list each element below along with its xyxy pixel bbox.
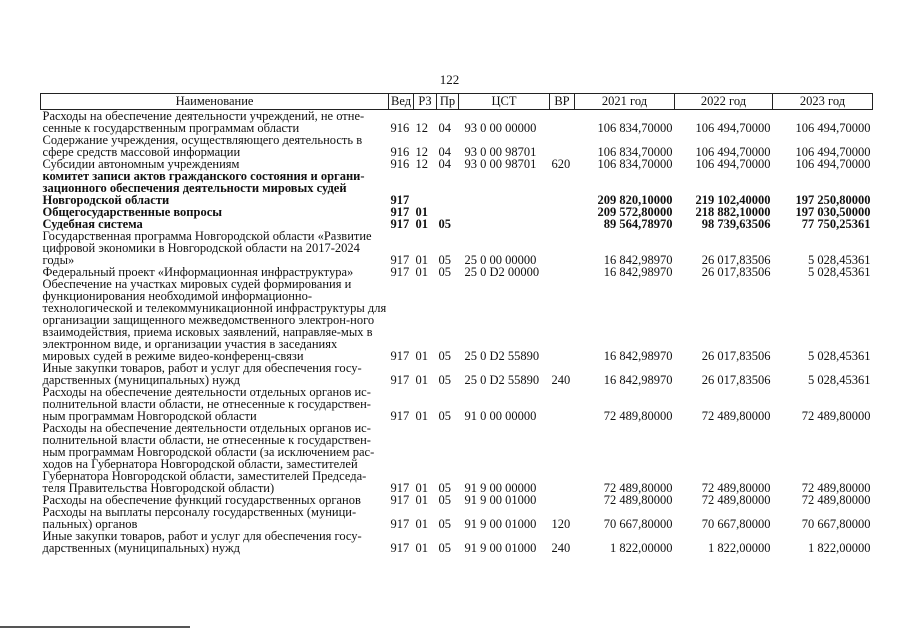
cell-ved: 917 — [390, 481, 410, 495]
cell-2021: 209 572,80000 — [597, 205, 673, 219]
cell-2023: 197 250,80000 — [795, 193, 871, 207]
cell-vr: 120 — [551, 517, 571, 531]
header-name: Наименование — [41, 94, 389, 110]
cell-pr: 05 — [438, 409, 451, 423]
cell-cst: 93 0 00 98701 — [464, 145, 537, 159]
cell-2023: 5 028,45361 — [808, 373, 871, 387]
cell-2022: 26 017,83506 — [701, 253, 771, 267]
table-row — [41, 110, 873, 135]
cell-cst: 91 9 00 01000 — [464, 493, 537, 507]
cell-name: Расходы на обеспечение деятельности отдельных органов ис-полнительной власти области, не отнесенные к государствен-ным программам Новгородской области — [42, 385, 371, 423]
cell-2023: 77 750,25361 — [801, 217, 871, 231]
header-rz: РЗ — [414, 94, 437, 110]
cell-2023: 5 028,45361 — [808, 253, 871, 267]
cell-rz: 01 — [415, 541, 428, 555]
header-2023: 2023 год — [773, 94, 873, 110]
cell-2022: 26 017,83506 — [701, 349, 771, 363]
cell-2021: 72 489,80000 — [603, 493, 673, 507]
cell-rz: 01 — [415, 265, 428, 279]
cell-2023: 72 489,80000 — [801, 493, 871, 507]
cell-ved: 916 — [390, 157, 410, 171]
cell-name: Обеспечение на участках мировых судей формирования и функционирования необходимой информационно-технологической и телекоммуникационной инфраструктуры для организации защищенного межведомственного электрон-ного взаимодействия, приема исковых заявлений, направляе-мых в электронном виде, и организации участия в заседаниях мировых судей в режиме видео-конференц-связи — [42, 277, 387, 363]
cell-vr: 240 — [551, 541, 571, 555]
cell-pr — [437, 170, 459, 206]
cell-vr — [550, 230, 575, 266]
cell-name: Федеральный проект «Информационная инфраструктура» — [42, 265, 354, 279]
cell-vr — [550, 266, 575, 278]
cell-2022: 1 822,00000 — [708, 541, 771, 555]
cell-rz: 01 — [415, 493, 428, 507]
cell-rz: 01 — [415, 349, 428, 363]
table-row — [41, 362, 873, 386]
cell-name: Иные закупки товаров, работ и услуг для обеспечения госу-дарственных (муниципальных) нужд — [42, 361, 362, 387]
cell-pr: 04 — [438, 145, 451, 159]
table-row — [41, 170, 873, 206]
cell-vr: 240 — [551, 373, 571, 387]
header-2022: 2022 год — [675, 94, 773, 110]
cell-2021: 1 822,00000 — [610, 541, 673, 555]
cell-ved: 916 — [390, 121, 410, 135]
cell-rz: 12 — [415, 145, 428, 159]
header-ved: Вед — [389, 94, 414, 110]
header-vr: ВР — [550, 94, 575, 110]
cell-vr — [550, 110, 575, 135]
cell-cst: 25 0 D2 55890 — [464, 349, 540, 363]
cell-2022: 106 494,70000 — [695, 121, 771, 135]
budget-table — [40, 93, 873, 554]
cell-2022: 72 489,80000 — [701, 409, 771, 423]
cell-2021: 209 820,10000 — [597, 193, 673, 207]
cell-pr: 05 — [438, 217, 451, 231]
cell-2021: 16 842,98970 — [603, 349, 673, 363]
header-pr: Пр — [437, 94, 459, 110]
table-row — [41, 422, 873, 494]
cell-2023: 1 822,00000 — [808, 541, 871, 555]
cell-rz: 01 — [415, 373, 428, 387]
cell-cst: 25 0 D2 55890 — [464, 373, 540, 387]
cell-cst: 25 0 00 00000 — [464, 253, 537, 267]
cell-vr — [550, 386, 575, 422]
cell-cst: 25 0 D2 00000 — [464, 265, 540, 279]
cell-2021: 106 834,70000 — [597, 157, 673, 171]
cell-name: Расходы на выплаты персоналу государственных (муници-пальных) органов — [42, 505, 357, 531]
cell-pr: 05 — [438, 541, 451, 555]
cell-ved: 917 — [390, 253, 410, 267]
cell-2023: 106 494,70000 — [795, 145, 871, 159]
cell-rz: 01 — [415, 217, 428, 231]
cell-cst — [459, 170, 550, 206]
cell-pr: 04 — [438, 157, 451, 171]
cell-vr — [550, 134, 575, 158]
cell-cst: 91 9 00 00000 — [464, 481, 537, 495]
cell-2022: 98 739,63506 — [701, 217, 771, 231]
cell-rz: 01 — [415, 205, 428, 219]
cell-rz — [414, 170, 437, 206]
cell-pr: 05 — [438, 517, 451, 531]
cell-2021: 16 842,98970 — [603, 373, 673, 387]
cell-name: Расходы на обеспечение деятельности отдельных органов ис-полнительной власти области, не отнесенные к государствен-ным программам Новгородской области (за исключением рас-ходов на Губернатора Новгородской области, заместителей Губернатора Новгородской области, заместителей Председа-теля Правительства Новгородской области) — [42, 421, 375, 495]
cell-cst — [459, 218, 550, 230]
cell-2021: 72 489,80000 — [603, 409, 673, 423]
page-number: 122 — [439, 72, 460, 87]
cell-2023: 72 489,80000 — [801, 409, 871, 423]
cell-vr — [550, 170, 575, 206]
cell-ved: 917 — [390, 217, 410, 231]
cell-2021: 16 842,98970 — [603, 253, 673, 267]
cell-2023: 5 028,45361 — [808, 349, 871, 363]
cell-2023: 106 494,70000 — [795, 121, 871, 135]
header-2021: 2021 год — [575, 94, 675, 110]
cell-pr: 05 — [438, 265, 451, 279]
cell-2022: 72 489,80000 — [701, 481, 771, 495]
table-row — [41, 134, 873, 158]
cell-ved: 917 — [390, 205, 410, 219]
cell-2021: 70 667,80000 — [603, 517, 673, 531]
cell-name: комитет записи актов гражданского состояния и органи-зационного обеспечения деятельности мировых судей Новгородской области — [42, 169, 365, 207]
cell-name: Субсидии автономным учреждениям — [42, 157, 240, 171]
table-row — [41, 230, 873, 266]
header-cst: ЦСТ — [459, 94, 550, 110]
cell-pr: 05 — [438, 349, 451, 363]
page-edge-line — [0, 626, 190, 628]
cell-ved: 917 — [390, 541, 410, 555]
cell-cst: 93 0 00 00000 — [464, 121, 537, 135]
cell-name: Государственная программа Новгородской области «Развитие цифровой экономики в Новгородской области на 2017-2024 годы» — [42, 229, 372, 267]
cell-2021: 16 842,98970 — [603, 265, 673, 279]
cell-name: Содержание учреждения, осуществляющего деятельность в сфере средств массовой информации — [42, 133, 363, 159]
cell-2022: 218 882,10000 — [695, 205, 771, 219]
table-row — [41, 278, 873, 362]
cell-name: Расходы на обеспечение деятельности учреждений, не отне-сенные к государственным программам области — [42, 109, 365, 135]
cell-vr — [550, 422, 575, 494]
cell-vr — [550, 278, 575, 362]
cell-2022: 26 017,83506 — [701, 265, 771, 279]
cell-2023: 106 494,70000 — [795, 157, 871, 171]
cell-rz: 01 — [415, 481, 428, 495]
cell-2023: 70 667,80000 — [801, 517, 871, 531]
cell-ved: 917 — [390, 373, 410, 387]
cell-cst: 91 9 00 01000 — [464, 541, 537, 555]
table-row — [41, 386, 873, 422]
cell-2022: 106 494,70000 — [695, 145, 771, 159]
cell-name: Общегосударственные вопросы — [42, 205, 223, 219]
cell-ved: 917 — [390, 493, 410, 507]
cell-vr — [550, 494, 575, 506]
cell-2021: 72 489,80000 — [603, 481, 673, 495]
cell-vr — [550, 218, 575, 230]
cell-name: Расходы на обеспечение функций государственных органов — [42, 493, 361, 507]
cell-2021: 106 834,70000 — [597, 145, 673, 159]
cell-2023: 197 030,50000 — [795, 205, 871, 219]
cell-2022: 26 017,83506 — [701, 373, 771, 387]
cell-pr: 05 — [438, 493, 451, 507]
cell-2022: 219 102,40000 — [695, 193, 771, 207]
cell-rz: 12 — [415, 121, 428, 135]
cell-rz: 12 — [415, 157, 428, 171]
cell-rz: 01 — [415, 253, 428, 267]
cell-ved: 917 — [390, 193, 410, 207]
cell-ved: 917 — [390, 349, 410, 363]
cell-2021: 106 834,70000 — [597, 121, 673, 135]
cell-pr: 05 — [438, 373, 451, 387]
cell-2022: 70 667,80000 — [701, 517, 771, 531]
cell-pr: 04 — [438, 121, 451, 135]
cell-2023: 5 028,45361 — [808, 265, 871, 279]
cell-ved: 916 — [390, 145, 410, 159]
cell-name: Иные закупки товаров, работ и услуг для обеспечения госу-дарственных (муниципальных) нужд — [42, 529, 362, 555]
cell-vr — [550, 206, 575, 218]
cell-pr: 05 — [438, 481, 451, 495]
cell-cst: 91 9 00 01000 — [464, 517, 537, 531]
table-body — [41, 110, 873, 555]
cell-ved: 917 — [390, 409, 410, 423]
cell-rz: 01 — [415, 517, 428, 531]
table-row — [41, 530, 873, 554]
cell-name: Судебная система — [42, 217, 143, 231]
cell-rz: 01 — [415, 409, 428, 423]
cell-cst — [459, 206, 550, 218]
cell-2023: 72 489,80000 — [801, 481, 871, 495]
table-header-row — [41, 94, 873, 110]
cell-cst: 91 0 00 00000 — [464, 409, 537, 423]
cell-ved: 917 — [390, 265, 410, 279]
cell-pr: 05 — [438, 253, 451, 267]
cell-2022: 106 494,70000 — [695, 157, 771, 171]
cell-ved: 917 — [390, 517, 410, 531]
cell-vr: 620 — [551, 157, 571, 171]
cell-cst: 93 0 00 98701 — [464, 157, 537, 171]
cell-2022: 72 489,80000 — [701, 493, 771, 507]
table-row — [41, 506, 873, 530]
cell-2021: 89 564,78970 — [603, 217, 673, 231]
